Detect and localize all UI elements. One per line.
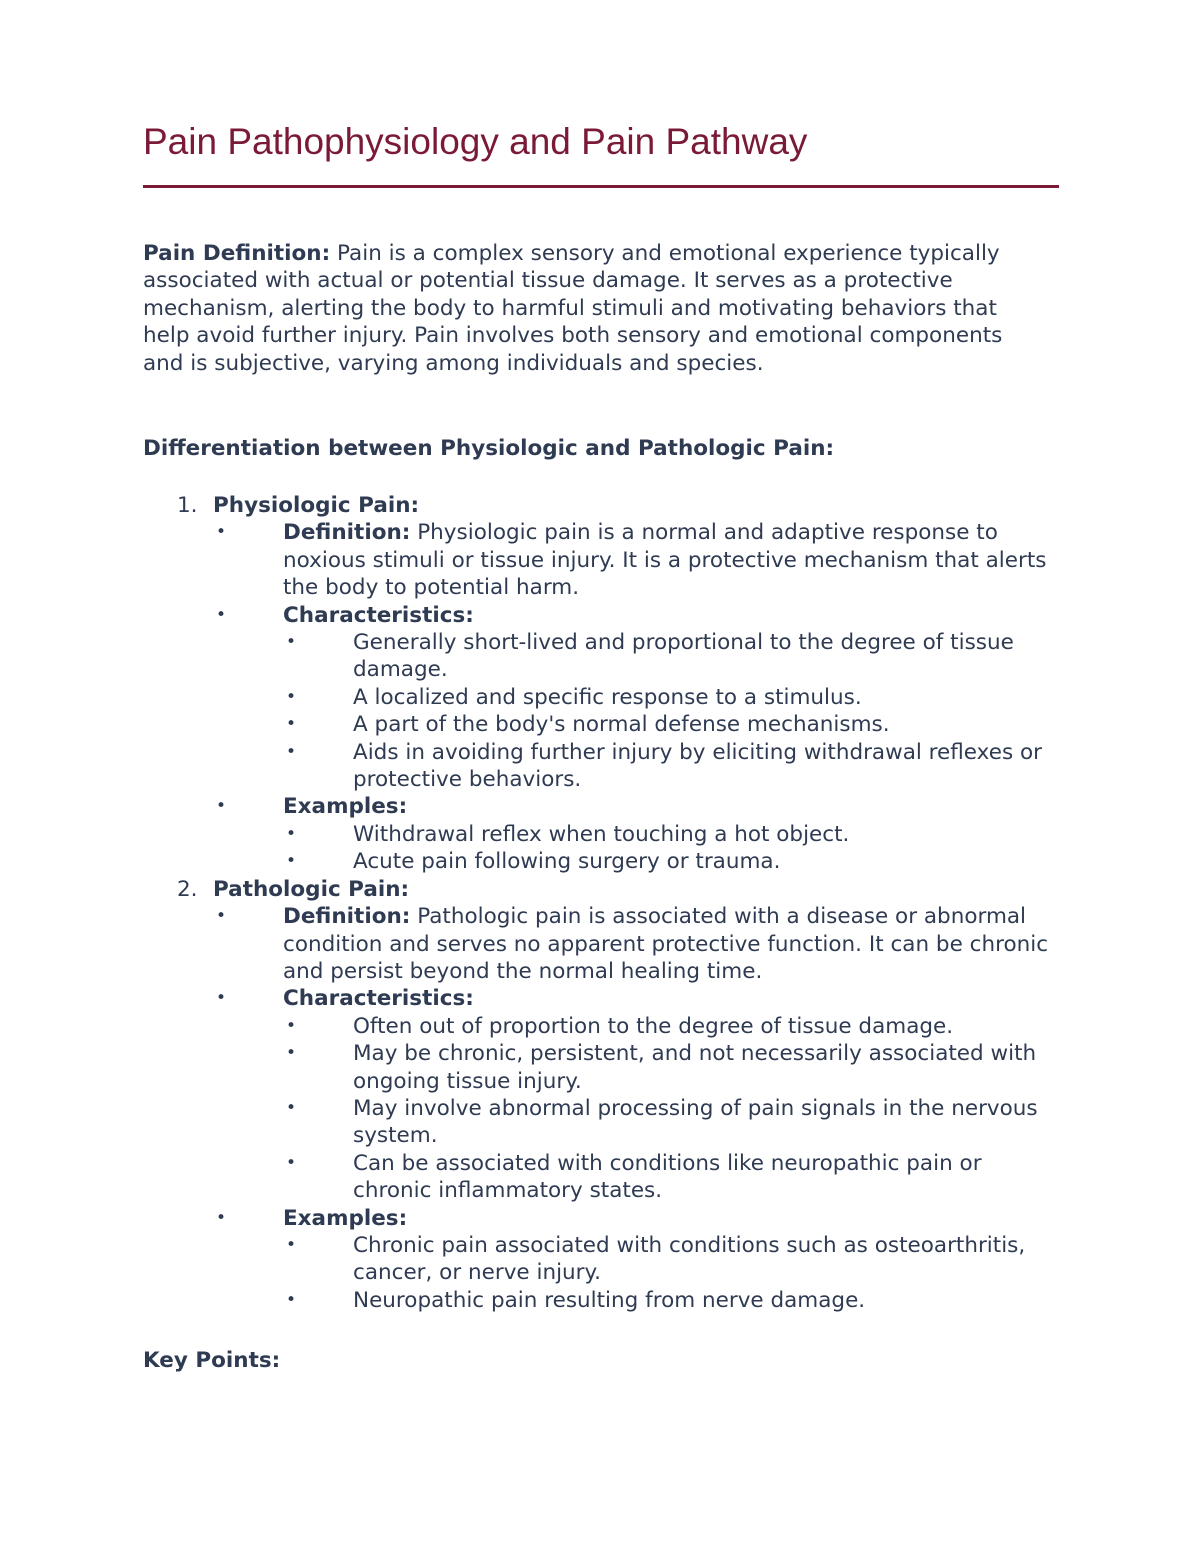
example-text: Neuropathic pain resulting from nerve damage. <box>353 1287 866 1313</box>
bullet-icon: • <box>216 604 227 625</box>
list-item <box>283 739 1053 794</box>
physiologic-characteristics-item <box>213 602 1053 794</box>
pain-types-list <box>143 492 1053 1314</box>
bullet-icon: • <box>286 1234 297 1255</box>
physiologic-definition-text: Physiologic pain is a normal and adaptive response to noxious stimuli or tissue injury. It is a protective mechanism that alerts the body to potential harm. <box>283 520 1047 601</box>
physiologic-definition-label: Definition: <box>283 520 411 546</box>
list-number: 1. <box>177 493 198 518</box>
pathologic-pain-label: Pathologic Pain: <box>213 876 410 902</box>
bullet-icon: • <box>286 1289 297 1310</box>
example-text: Withdrawal reflex when touching a hot object. <box>353 821 850 847</box>
physiologic-examples-item <box>213 793 1053 875</box>
key-points-heading: Key Points: <box>143 1348 281 1373</box>
physiologic-definition-item <box>213 519 1053 601</box>
differentiation-heading: Differentiation between Physiologic and Pathologic Pain: <box>143 436 835 461</box>
list-item <box>283 1287 1053 1314</box>
bullet-icon: • <box>216 906 227 927</box>
characteristic-text: A localized and specific response to a stimulus. <box>353 684 862 710</box>
example-text: Acute pain following surgery or trauma. <box>353 849 781 875</box>
bullet-icon: • <box>286 1015 297 1036</box>
characteristic-text: Often out of proportion to the degree of tissue damage. <box>353 1013 954 1039</box>
characteristic-text: A part of the body's normal defense mechanisms. <box>353 712 890 738</box>
list-item <box>283 848 1053 875</box>
list-item <box>283 1040 1053 1095</box>
bullet-icon: • <box>216 1207 227 1228</box>
pain-definition-paragraph <box>143 240 1043 377</box>
document-title: Pain Pathophysiology and Pain Pathway <box>143 121 808 162</box>
list-item <box>283 711 1053 738</box>
pathologic-examples-list <box>283 1232 1053 1314</box>
list-item <box>283 1013 1053 1040</box>
bullet-icon: • <box>286 741 297 762</box>
pathologic-pain-item <box>143 876 1053 1315</box>
physiologic-characteristics-label: Characteristics: <box>283 602 474 628</box>
bullet-icon: • <box>286 1043 297 1064</box>
pathologic-pain-details <box>213 903 1053 1314</box>
characteristic-text: May be chronic, persistent, and not necessarily associated with ongoing tissue injury. <box>353 1041 1037 1094</box>
title-underline-rule <box>143 185 1059 188</box>
example-text: Chronic pain associated with conditions such as osteoarthritis, cancer, or nerve injury. <box>353 1232 1026 1286</box>
bullet-icon: • <box>286 686 297 707</box>
list-item <box>283 1232 1053 1287</box>
physiologic-pain-label: Physiologic Pain: <box>213 493 420 518</box>
list-item <box>283 1095 1053 1150</box>
bullet-icon: • <box>286 851 297 872</box>
bullet-icon: • <box>286 714 297 735</box>
pathologic-definition-label: Definition: <box>283 904 411 930</box>
bullet-icon: • <box>216 796 227 817</box>
pathologic-definition-item <box>213 903 1053 985</box>
pathologic-definition-text: Pathologic pain is associated with a disease or abnormal condition and serves no apparent protective function. It can be chronic and persist beyond the normal healing time. <box>283 904 1049 984</box>
bullet-icon: • <box>286 1152 297 1173</box>
pathologic-characteristics-list <box>283 1013 1053 1205</box>
physiologic-characteristics-list <box>283 629 1053 793</box>
characteristic-text: Can be associated with conditions like neuropathic pain or chronic inflammatory states. <box>353 1150 982 1204</box>
pathologic-examples-label: Examples: <box>283 1205 408 1231</box>
bullet-icon: • <box>216 988 227 1009</box>
bullet-icon: • <box>286 1097 297 1118</box>
characteristic-text: May involve abnormal processing of pain signals in the nervous system. <box>353 1095 1038 1149</box>
list-item <box>283 1150 1053 1205</box>
physiologic-examples-list <box>283 821 1053 876</box>
list-number: 2. <box>177 876 198 902</box>
bullet-icon: • <box>286 823 297 844</box>
pathologic-characteristics-item <box>213 985 1053 1204</box>
bullet-icon: • <box>286 632 297 653</box>
bullet-icon: • <box>216 522 227 543</box>
list-item <box>283 629 1053 684</box>
physiologic-pain-item <box>143 492 1053 876</box>
pathologic-characteristics-label: Characteristics: <box>283 986 474 1012</box>
characteristic-text: Generally short-lived and proportional to the degree of tissue damage. <box>353 630 1014 683</box>
pathologic-examples-item <box>213 1205 1053 1315</box>
physiologic-pain-details <box>213 519 1053 875</box>
list-item <box>283 821 1053 848</box>
physiologic-examples-label: Examples: <box>283 794 408 820</box>
pain-definition-label: Pain Definition: <box>143 241 331 266</box>
pain-definition-text: Pain is a complex sensory and emotional experience typically associated with actual or potential tissue damage. It serves as a protective mechanism, alerting the body to harmful stimuli and motivating behaviors that help avoid further injury. Pain involves both sensory and emotional components and is subjective, varying among individuals and species. <box>143 241 1003 376</box>
characteristic-text: Aids in avoiding further injury by eliciting withdrawal reflexes or protective behaviors. <box>353 739 1042 793</box>
list-item <box>283 684 1053 711</box>
